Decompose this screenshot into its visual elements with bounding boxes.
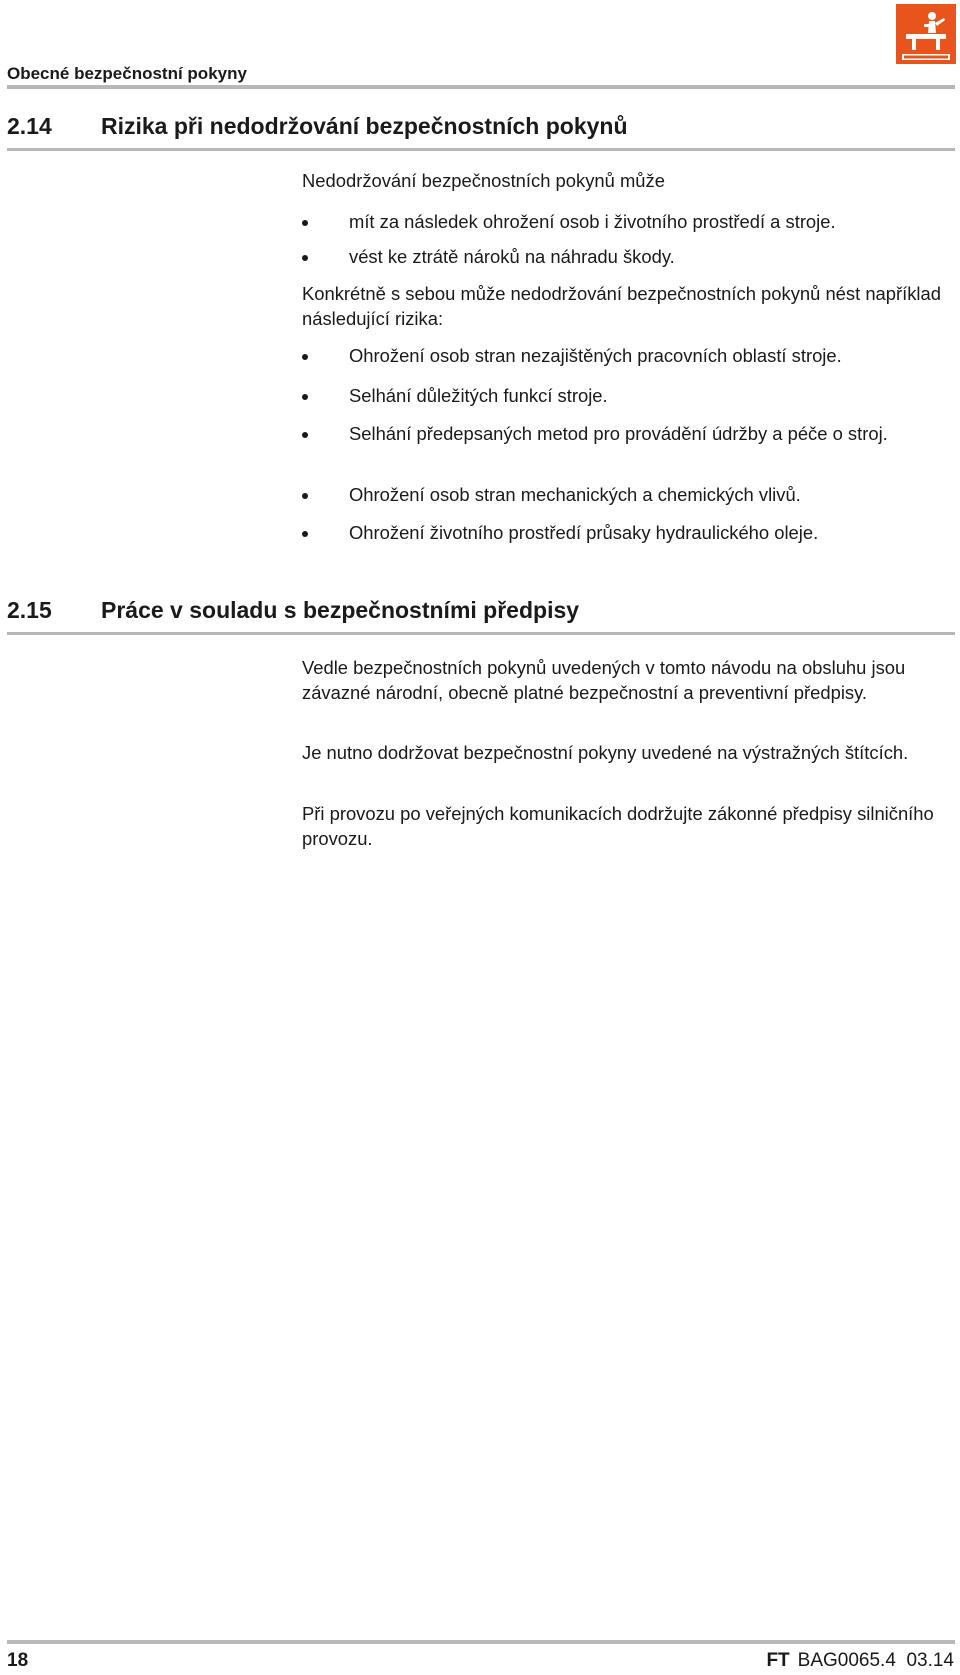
bullet-icon [302, 394, 308, 400]
section-number: 2.15 [7, 597, 52, 623]
list-item-text: mít za následek ohrožení osob i životního prostředí a stroje. [349, 211, 836, 232]
bullet-icon [302, 354, 308, 360]
list-item-text: Selhání předepsaných metod pro provádění údržby a péče o stroj. [349, 423, 888, 444]
bullet-icon [302, 220, 308, 226]
section-title: Práce v souladu s bezpečnostními předpisy [101, 597, 580, 623]
bullet-icon [302, 493, 308, 499]
bullet-icon [302, 432, 308, 438]
body-paragraph: Při provozu po veřejných komunikacích dodržujte zákonné předpisy silničního provozu. [302, 803, 934, 849]
section-divider [7, 632, 955, 635]
header-divider [7, 85, 955, 89]
body-paragraph: Je nutno dodržovat bezpečnostní pokyny uvedené na výstražných štítcích. [302, 742, 909, 763]
amazone-logo-icon [896, 4, 956, 64]
section-number: 2.14 [7, 113, 52, 139]
document-prefix: FT [766, 1650, 790, 1671]
section-divider [7, 148, 955, 151]
list-item-text: Ohrožení životního prostředí průsaky hydraulického oleje. [349, 522, 819, 543]
list-item-text: Ohrožení osob stran nezajištěných pracovních oblastí stroje. [349, 345, 842, 366]
document-code [766, 1650, 954, 1672]
page-number: 18 [7, 1650, 29, 1671]
document-code-text: BAG0065.4 03.14 [797, 1650, 954, 1671]
list-item-text: vést ke ztrátě nároků na náhradu škody. [349, 246, 675, 267]
list-item-text: Selhání důležitých funkcí stroje. [349, 385, 608, 406]
risk-intro-paragraph: Konkrétně s sebou může nedodržování bezpečnostních pokynů nést například následující rizika: [302, 283, 941, 329]
running-header-title: Obecné bezpečnostní pokyny [7, 64, 247, 83]
footer-divider [7, 1640, 955, 1644]
list-item-text: Ohrožení osob stran mechanických a chemických vlivů. [349, 484, 801, 505]
intro-paragraph: Nedodržování bezpečnostních pokynů může [302, 170, 665, 191]
bullet-icon [302, 255, 308, 261]
body-paragraph: Vedle bezpečnostních pokynů uvedených v tomto návodu na obsluhu jsou závazné národní, obecně platné bezpečnostní a preventivní předpisy. [302, 657, 906, 703]
section-title: Rizika při nedodržování bezpečnostních pokynů [101, 113, 628, 139]
bullet-icon [302, 531, 308, 537]
